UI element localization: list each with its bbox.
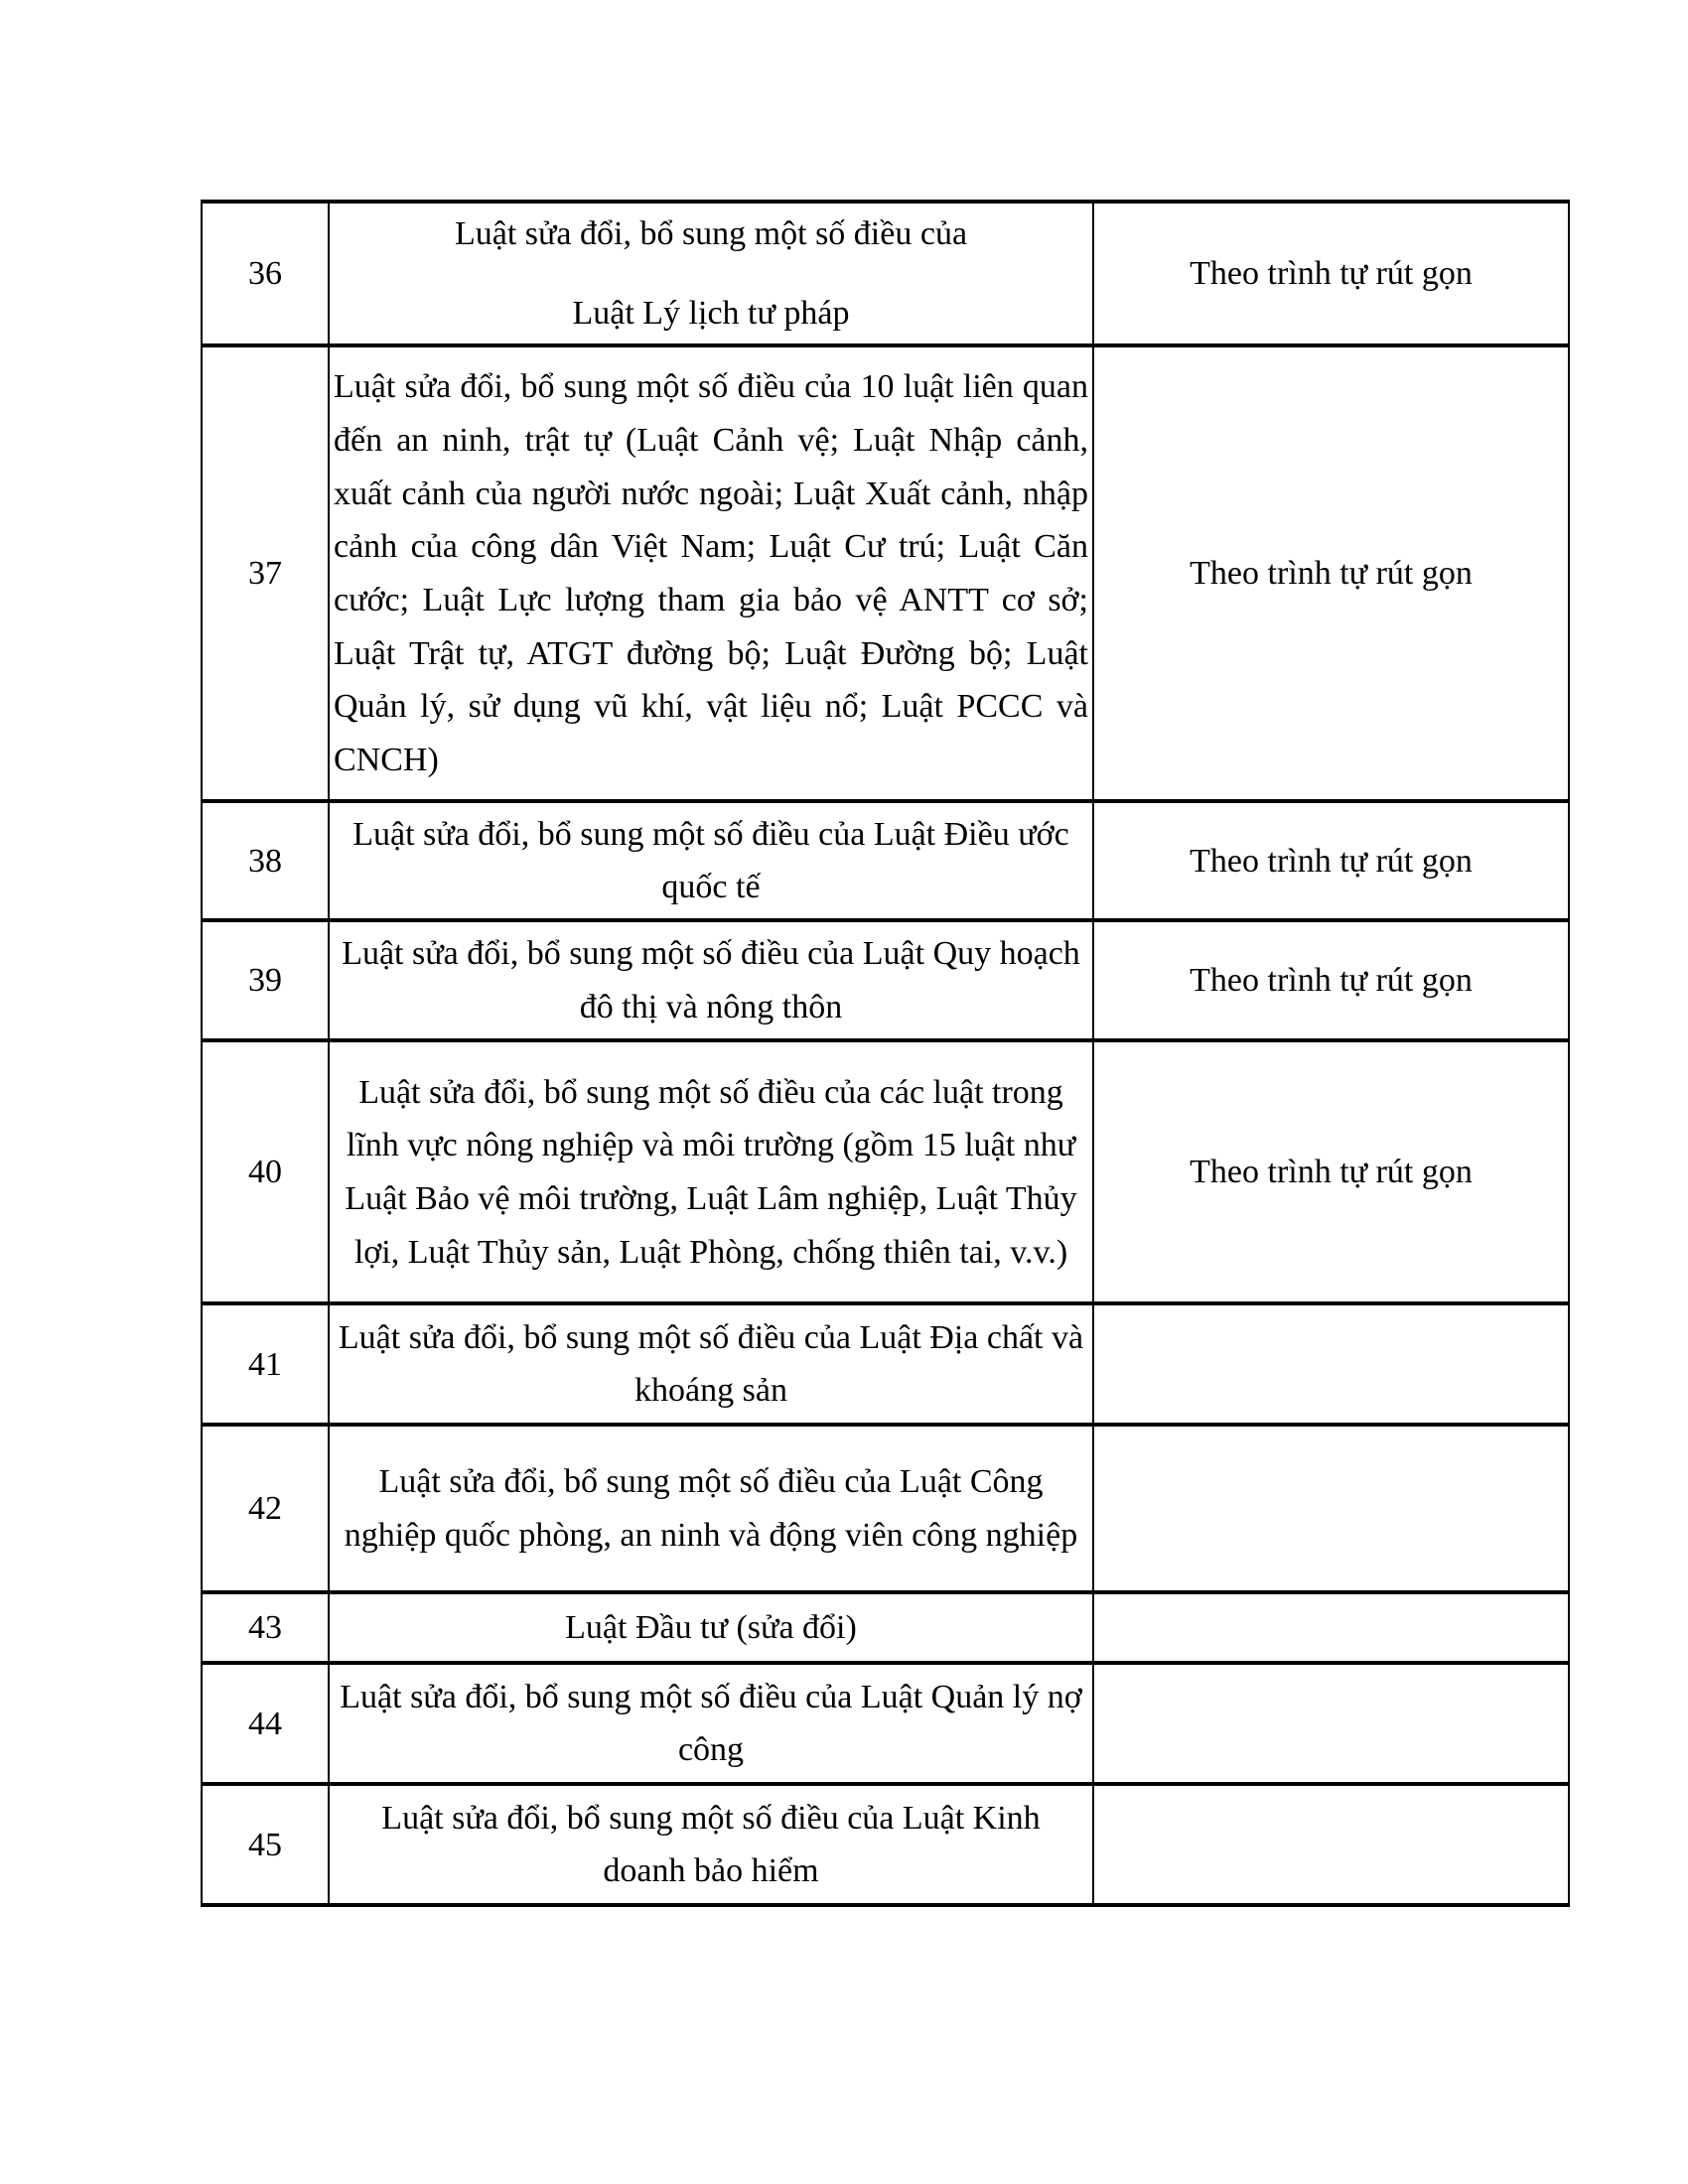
- procedure-cell: Theo trình tự rút gọn: [1093, 345, 1569, 801]
- table-row: [202, 920, 1569, 1040]
- procedure-cell: [1093, 1425, 1569, 1592]
- procedure-cell: Theo trình tự rút gọn: [1093, 1040, 1569, 1303]
- law-name-cell: [329, 202, 1093, 345]
- table-row: [202, 1592, 1569, 1663]
- row-number-cell: 36: [202, 202, 329, 345]
- law-name-cell: Luật sửa đổi, bổ sung một số điều của Luật Quy hoạch đô thị và nông thôn: [329, 920, 1093, 1040]
- table-row: [202, 202, 1569, 345]
- law-name-cell: Luật sửa đổi, bổ sung một số điều của Luật Quản lý nợ công: [329, 1663, 1093, 1784]
- law-name-cell: Luật sửa đổi, bổ sung một số điều của các luật trong lĩnh vực nông nghiệp và môi trường (gồm 15 luật như Luật Bảo vệ môi trường, Luật Lâm nghiệp, Luật Thủy lợi, Luật Thủy sản, Luật Phòng, chống thiên tai, v.v.): [329, 1040, 1093, 1303]
- law-name-cell: Luật sửa đổi, bổ sung một số điều của 10 luật liên quan đến an ninh, trật tự (Luật Cảnh vệ; Luật Nhập cảnh, xuất cảnh của người nước ngoài; Luật Xuất cảnh, nhập cảnh của công dân Việt Nam; Luật Cư trú; Luật Căn cước; Luật Lực lượng tham gia bảo vệ ANTT cơ sở; Luật Trật tự, ATGT đường bộ; Luật Đường bộ; Luật Quản lý, sử dụng vũ khí, vật liệu nổ; Luật PCCC và CNCH): [329, 345, 1093, 801]
- law-name-cell: Luật sửa đổi, bổ sung một số điều của Luật Công nghiệp quốc phòng, an ninh và động viên công nghiệp: [329, 1425, 1093, 1592]
- row-number-cell: 38: [202, 801, 329, 920]
- procedure-cell: [1093, 1303, 1569, 1425]
- procedure-cell: Theo trình tự rút gọn: [1093, 202, 1569, 345]
- table-row: [202, 345, 1569, 801]
- row-number-cell: 37: [202, 345, 329, 801]
- legislation-table: [201, 200, 1570, 1907]
- table-row: [202, 1303, 1569, 1425]
- procedure-cell: [1093, 1784, 1569, 1905]
- procedure-cell: Theo trình tự rút gọn: [1093, 801, 1569, 920]
- procedure-cell: Theo trình tự rút gọn: [1093, 920, 1569, 1040]
- table-row: [202, 801, 1569, 920]
- law-name-paragraph: Luật Lý lịch tư pháp: [572, 294, 850, 332]
- table-row: [202, 1425, 1569, 1592]
- row-number-cell: 43: [202, 1592, 329, 1663]
- row-number-cell: 42: [202, 1425, 329, 1592]
- table-row: [202, 1040, 1569, 1303]
- table-row: [202, 1663, 1569, 1784]
- law-name-paragraph: Luật sửa đổi, bổ sung một số điều của: [454, 215, 968, 252]
- table-row: [202, 1784, 1569, 1905]
- law-name-cell: Luật sửa đổi, bổ sung một số điều của Luật Điều ước quốc tế: [329, 801, 1093, 920]
- law-name-cell: Luật Đầu tư (sửa đổi): [329, 1592, 1093, 1663]
- row-number-cell: 44: [202, 1663, 329, 1784]
- law-name-cell: Luật sửa đổi, bổ sung một số điều của Luật Kinh doanh bảo hiểm: [329, 1784, 1093, 1905]
- row-number-cell: 45: [202, 1784, 329, 1905]
- row-number-cell: 40: [202, 1040, 329, 1303]
- row-number-cell: 41: [202, 1303, 329, 1425]
- procedure-cell: [1093, 1592, 1569, 1663]
- law-name-cell: Luật sửa đổi, bổ sung một số điều của Luật Địa chất và khoáng sản: [329, 1303, 1093, 1425]
- row-number-cell: 39: [202, 920, 329, 1040]
- procedure-cell: [1093, 1663, 1569, 1784]
